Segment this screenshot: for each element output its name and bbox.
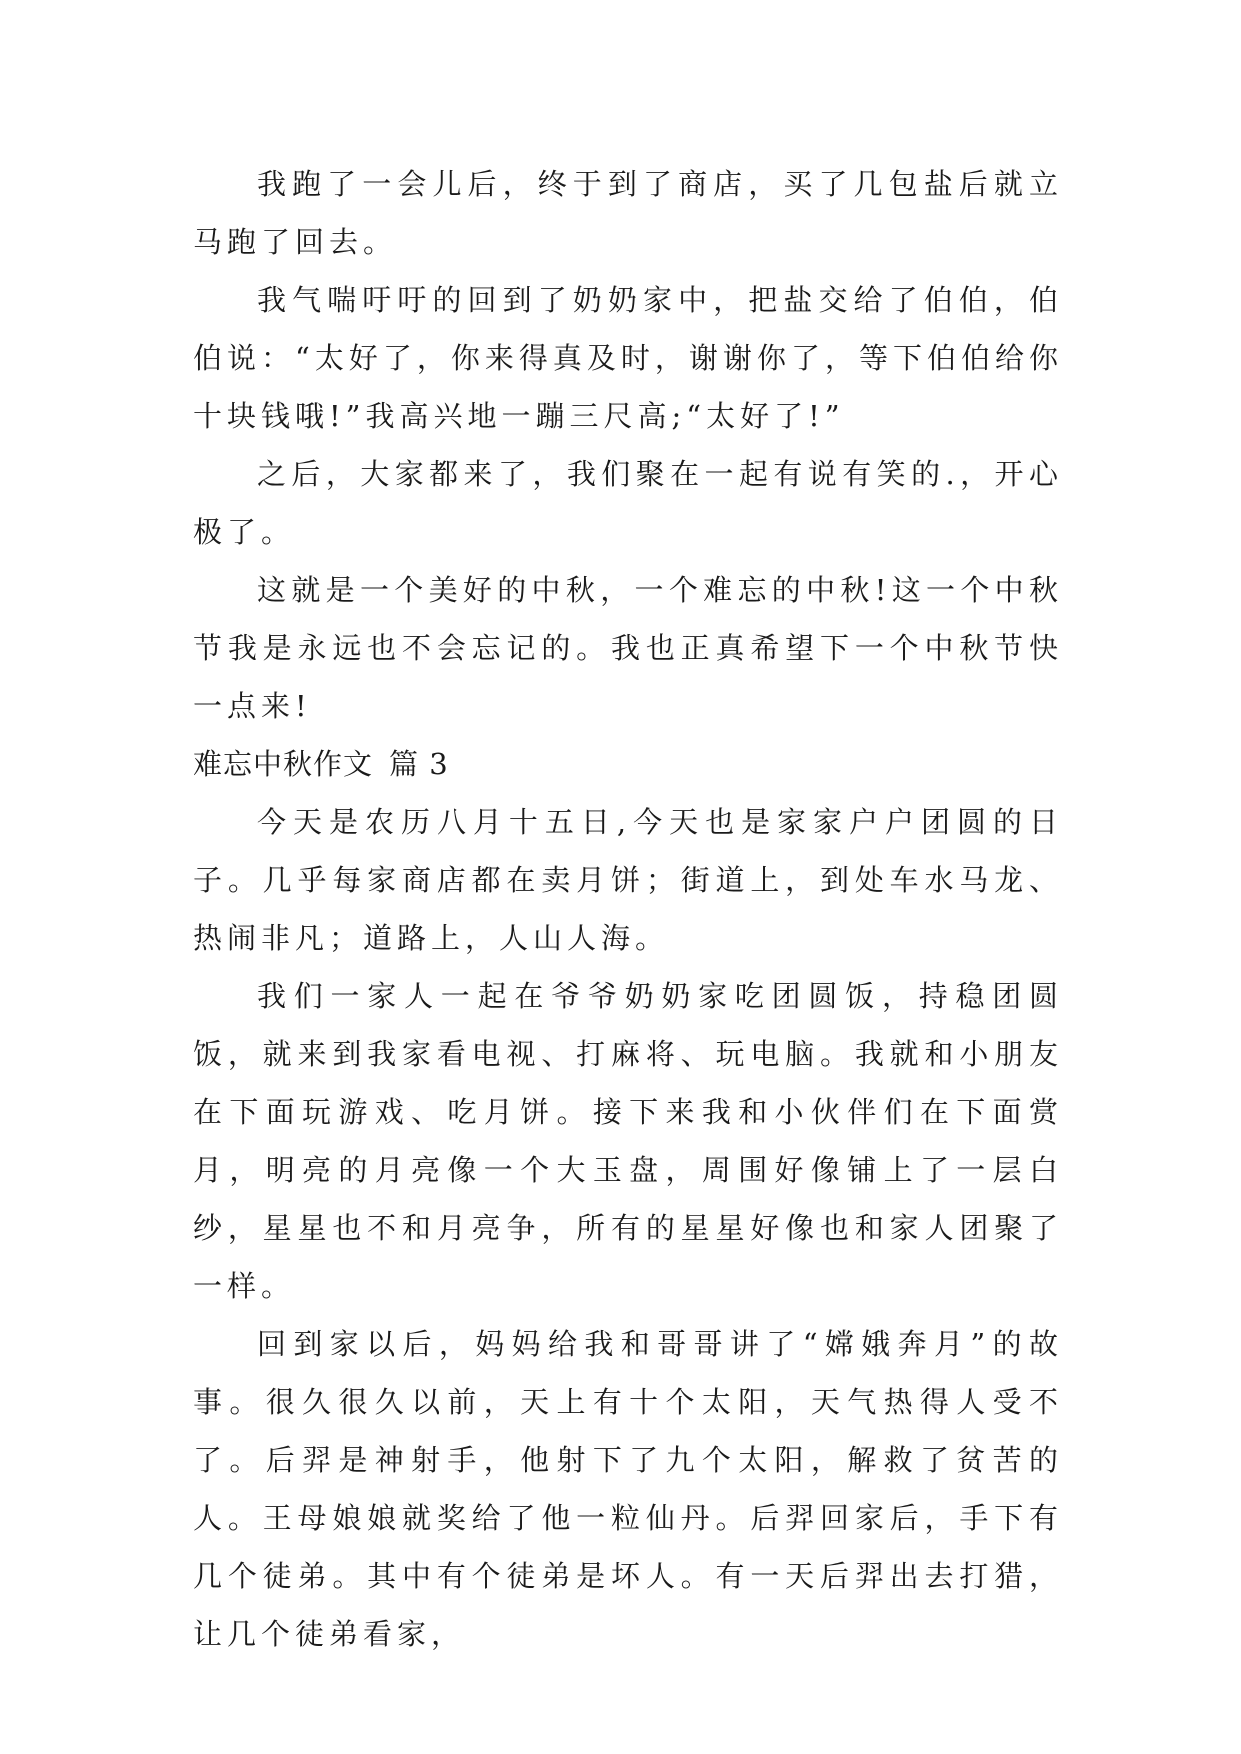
heading-title: 难忘中秋作文 [193,747,374,781]
document-page [193,155,1063,1663]
section-heading [193,735,1063,793]
paragraph: 我气喘吁吁的回到了奶奶家中，把盐交给了伯伯，伯伯说：“太好了，你来得真及时，谢谢你了，等下伯伯给你十块钱哦!”我高兴地一蹦三尺高;“太好了!” [193,283,1063,433]
paragraph: 回到家以后，妈妈给我和哥哥讲了“嫦娥奔月”的故事。很久很久以前，天上有十个太阳，天气热得人受不了。后羿是神射手，他射下了九个太阳，解救了贫苦的人。王母娘娘就奖给了他一粒仙丹。后羿回家后，手下有几个徒弟。其中有个徒弟是坏人。有一天后羿出去打猎，让几个徒弟看家， [193,1327,1063,1651]
paragraph: 我跑了一会儿后，终于到了商店，买了几包盐后就立马跑了回去。 [193,167,1063,259]
paragraph: 我们一家人一起在爷爷奶奶家吃团圆饭，持稳团圆饭，就来到我家看电视、打麻将、玩电脑。我就和小朋友在下面玩游戏、吃月饼。接下来我和小伙伴们在下面赏月，明亮的月亮像一个大玉盘，周围好像铺上了一层白纱，星星也不和月亮争，所有的星星好像也和家人团聚了一样。 [193,979,1063,1303]
paragraph: 今天是农历八月十五日,今天也是家家户户团圆的日子。几乎每家商店都在卖月饼；街道上，到处车水马龙、热闹非凡；道路上，人山人海。 [193,805,1063,955]
heading-section-number: 篇 3 [389,747,449,781]
paragraph: 之后，大家都来了，我们聚在一起有说有笑的.，开心极了。 [193,457,1063,549]
paragraph: 这就是一个美好的中秋，一个难忘的中秋!这一个中秋节我是永远也不会忘记的。我也正真希望下一个中秋节快一点来! [193,573,1063,723]
